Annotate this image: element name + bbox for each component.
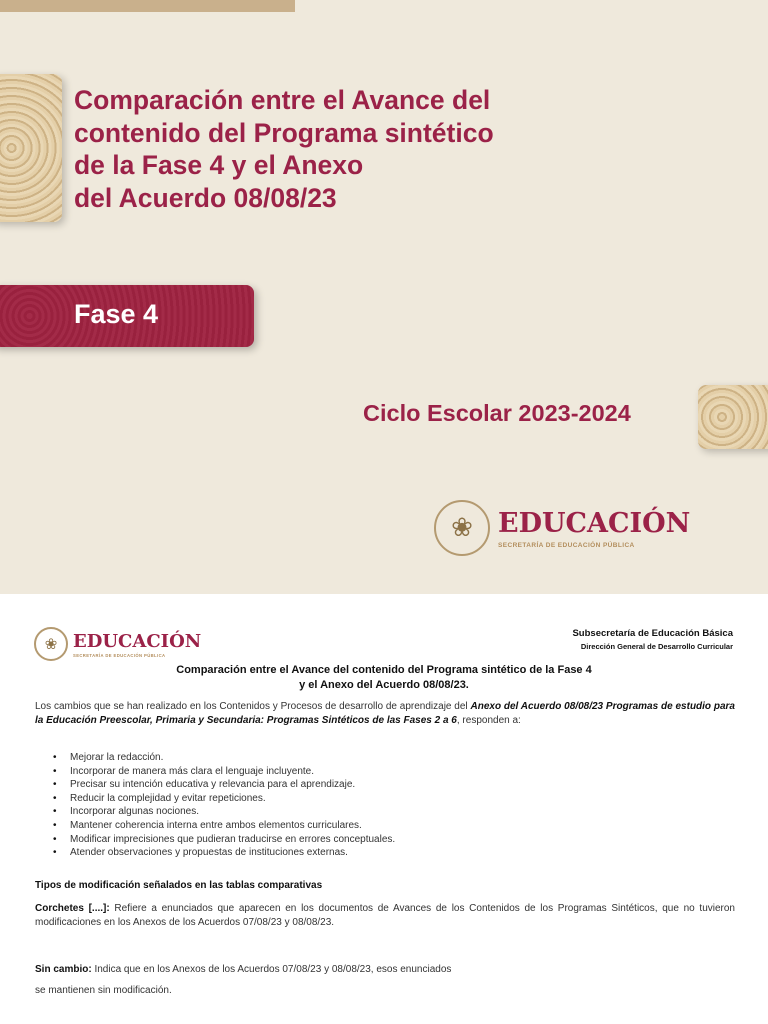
phase-label: Fase 4 — [74, 299, 159, 329]
cover-title-line: Comparación entre el Avance del — [74, 85, 491, 115]
phase-banner — [0, 285, 254, 347]
cover-title-line: del Acuerdo 08/08/23 — [74, 182, 337, 213]
list-item: • Mejorar la redacción. — [53, 751, 395, 765]
sep-logo — [434, 500, 690, 556]
intro-emphasis: Anexo del Acuerdo 08/08/23 Programas de estudio para la Educación Preescolar, Primaria y Secundaria: Programas Sintéticos de las Fases 2 a 6 — [35, 701, 735, 726]
document-title-line: y el Anexo del Acuerdo 08/08/23. — [299, 679, 469, 691]
intro-paragraph — [35, 700, 735, 727]
sin-cambio-label: Sin cambio: — [35, 964, 92, 975]
mexican-coat-of-arms-seal-icon: ❀ — [434, 500, 490, 556]
sin-cambio-text: Indica que en los Anexos de los Acuerdos 07/08/23 y 08/08/23, esos enunciados se mantienen sin modificación. — [35, 964, 452, 996]
document-page — [0, 594, 768, 1024]
logo-subtitle: SECRETARÍA DE EDUCACIÓN PÚBLICA — [498, 541, 635, 549]
cover-title — [74, 84, 634, 214]
changes-list — [53, 751, 395, 860]
list-item: • Atender observaciones y propuestas de instituciones externas. — [53, 846, 395, 860]
logo-wordmark: EDUCACIÓN — [73, 630, 202, 652]
corchetes-label: Corchetes [....]: — [35, 903, 110, 914]
list-item: • Incorporar de manera más clara el lenguaje incluyente. — [53, 765, 395, 779]
decorative-pattern-left — [0, 74, 62, 222]
decorative-pattern-right — [698, 385, 768, 449]
org-subsecretaria: Subsecretaría de Educación Básica — [572, 628, 733, 639]
intro-text-end: , responden a: — [456, 714, 521, 726]
modification-types-heading: Tipos de modificación señalados en las tablas comparativas — [35, 880, 323, 891]
organization-header — [572, 628, 733, 651]
cover-title-line: de la Fase 4 y el Anexo — [74, 150, 364, 180]
logo-text — [498, 508, 690, 549]
document-title-line: Comparación entre el Avance del contenido del Programa sintético de la Fase 4 — [176, 664, 592, 676]
corchetes-definition — [35, 902, 735, 929]
list-item: • Incorporar algunas nociones. — [53, 805, 395, 819]
cover-title-line: contenido del Programa sintético — [74, 117, 494, 148]
school-year: Ciclo Escolar 2023-2024 — [363, 400, 631, 426]
list-item: • Reducir la complejidad y evitar repeticiones. — [53, 792, 395, 806]
list-item: • Modificar imprecisiones que pudieran traducirse en errores conceptuales. — [53, 833, 395, 847]
logo-text — [73, 631, 201, 658]
logo-subtitle: SECRETARÍA DE EDUCACIÓN PÚBLICA — [73, 652, 166, 658]
org-direccion: Dirección General de Desarrollo Curricular — [580, 642, 733, 651]
sep-logo-small — [34, 627, 201, 661]
corchetes-text: Refiere a enunciados que aparecen en los documentos de Avances de los Contenidos de los Programas Sintéticos, que no tuvieron modificaciones en los Anexos de los Acuerdos 07/08/23 y 08/08/23. — [35, 903, 735, 928]
mexican-coat-of-arms-seal-icon: ❀ — [34, 627, 68, 661]
sin-cambio-definition — [35, 960, 455, 1001]
intro-text: Los cambios que se han realizado en los Contenidos y Procesos de desarrollo de aprendizaje del — [35, 701, 471, 712]
list-item: • Precisar su intención educativa y relevancia para el aprendizaje. — [53, 778, 395, 792]
list-item: • Mantener coherencia interna entre ambos elementos curriculares. — [53, 819, 395, 833]
logo-wordmark: EDUCACIÓN — [498, 507, 691, 539]
top-accent-bar — [0, 0, 295, 12]
document-title — [60, 663, 708, 693]
